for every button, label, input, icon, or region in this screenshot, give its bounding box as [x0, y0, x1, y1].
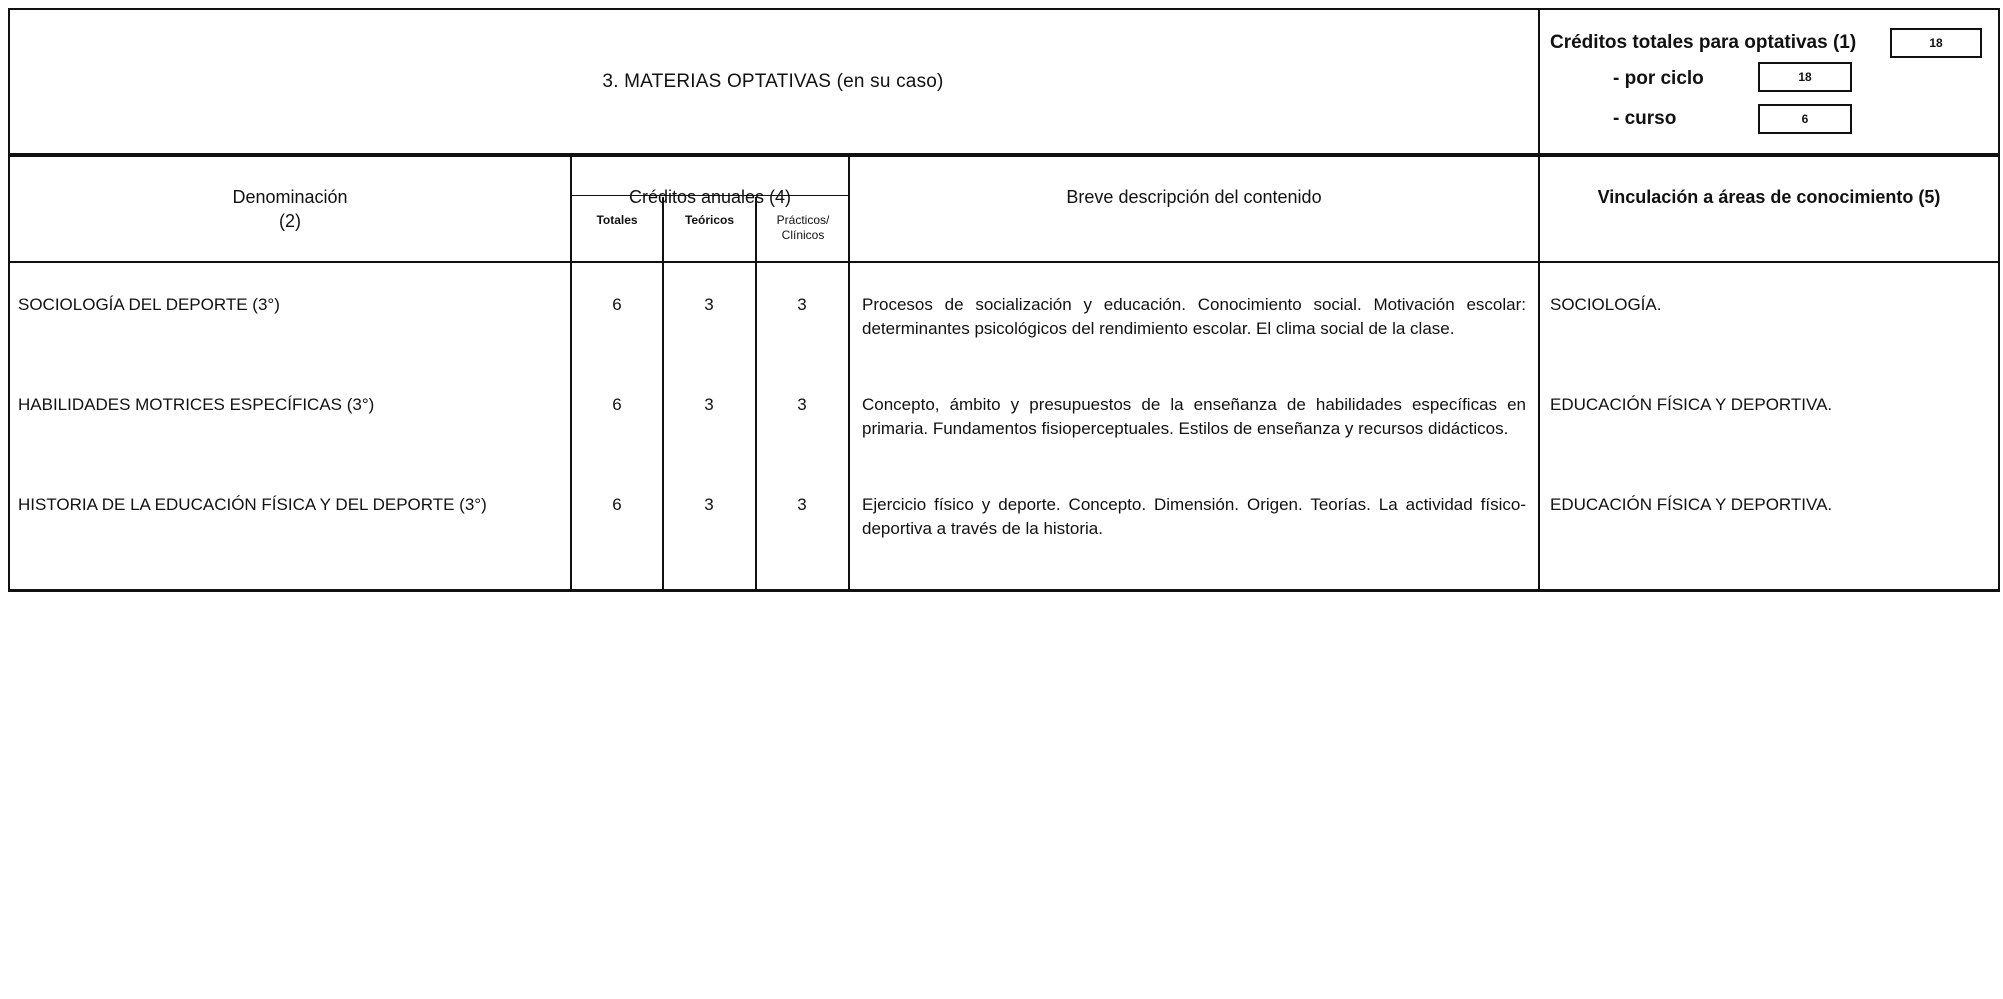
row-2-description: Concepto, ámbito y presupuestos de la enseñanza de habilidades específicas en primaria. Fundamentos fisioperceptuales. Estilos de enseñanza y recursos didácticos. — [862, 395, 1526, 438]
curso-label: - curso — [1613, 108, 1677, 129]
col-head-practicos: Prácticos/ Clínicos — [776, 213, 830, 242]
section-header — [8, 8, 2000, 155]
curso-box: 6 — [1758, 104, 1852, 134]
col-divider — [848, 157, 850, 591]
col-head-totales: Totales — [596, 213, 638, 227]
row-1-teoricos: 3 — [704, 295, 714, 314]
por-ciclo-box: 18 — [1758, 62, 1852, 92]
row-2-practicos: 3 — [797, 395, 807, 414]
row-3-teoricos: 3 — [704, 495, 714, 514]
col-head-descripcion: Breve descripción del contenido — [1066, 187, 1322, 207]
row-1-totales: 6 — [612, 295, 622, 314]
row-1-description: Procesos de socialización y educación. Conocimiento social. Motivación escolar: determinantes psicológicos del rendimiento escolar. El clima social de la clase. — [862, 295, 1526, 338]
row-2-teoricos: 3 — [704, 395, 714, 414]
row-3-practicos: 3 — [797, 495, 807, 514]
row-3-name: HISTORIA DE LA EDUCACIÓN FÍSICA Y DEL DEPORTE (3°) — [18, 495, 487, 514]
subjects-table — [8, 155, 2000, 591]
row-3-description: Ejercicio físico y deporte. Concepto. Dimensión. Origen. Teorías. La actividad físico-deportiva a través de la historia. — [862, 495, 1526, 538]
row-3-area: EDUCACIÓN FÍSICA Y DEPORTIVA. — [1550, 495, 1833, 514]
row-2-name: HABILIDADES MOTRICES ESPECÍFICAS (3°) — [18, 395, 375, 414]
col-head-denominacion-note: (2) — [279, 211, 301, 231]
row-3-totales: 6 — [612, 495, 622, 514]
row-1-practicos: 3 — [797, 295, 807, 314]
col-divider — [755, 197, 757, 591]
row-2-area: EDUCACIÓN FÍSICA Y DEPORTIVA. — [1550, 395, 1833, 414]
table-bottom-rule — [8, 589, 2000, 592]
por-ciclo-label: - por ciclo — [1613, 68, 1704, 89]
col-head-denominacion: Denominación — [232, 187, 348, 207]
credits-total-box: 18 — [1890, 28, 1982, 58]
col-divider — [662, 197, 664, 591]
row-1-name: SOCIOLOGÍA DEL DEPORTE (3°) — [18, 295, 280, 314]
section-title: 3. MATERIAS OPTATIVAS (en su caso) — [602, 70, 944, 92]
row-1-area: SOCIOLOGÍA. — [1550, 295, 1662, 314]
col-divider — [1538, 157, 1540, 591]
row-2-totales: 6 — [612, 395, 622, 414]
header-divider — [1538, 10, 1540, 153]
header-bottom-rule — [10, 261, 1998, 263]
col-head-creditos: Créditos anuales (4) — [628, 187, 792, 207]
col-head-teoricos: Teóricos — [684, 213, 735, 227]
credits-total-label: Créditos totales para optativas (1) — [1550, 32, 1857, 53]
col-head-vinculacion: Vinculación a áreas de conocimiento (5) — [1597, 187, 1941, 207]
